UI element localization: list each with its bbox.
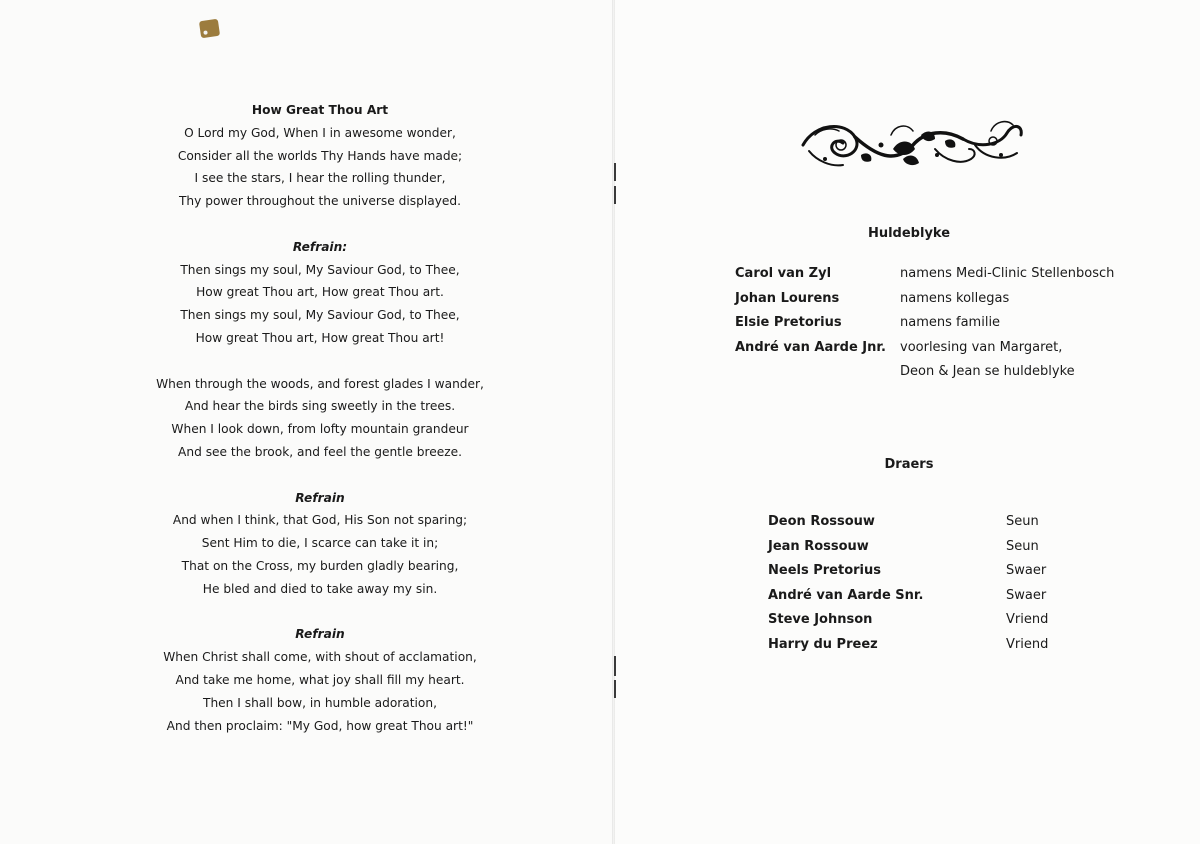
list-item bbox=[768, 608, 1048, 633]
bearer-relation: Swaer bbox=[1006, 563, 1047, 578]
bearers-list bbox=[768, 510, 1048, 657]
list-item bbox=[768, 510, 1048, 535]
bearer-relation: Swaer bbox=[1006, 587, 1047, 603]
tribute-desc: Deon & Jean se huldeblyke bbox=[900, 364, 1075, 380]
bearers-heading: Draers bbox=[884, 457, 934, 472]
tributes-list bbox=[735, 262, 1114, 385]
lyric-line: And then proclaim: "My God, how great Thou art!" bbox=[166, 718, 474, 733]
page-fold bbox=[612, 0, 615, 844]
lyric-line: When through the woods, and forest glades I wander, bbox=[156, 376, 484, 391]
lyric-line: How great Thou art, How great Thou art! bbox=[195, 330, 445, 345]
bearer-name: Neels Pretorius bbox=[768, 563, 881, 578]
lyric-line: I see the stars, I hear the rolling thunder, bbox=[194, 171, 446, 186]
bearer-name: Harry du Preez bbox=[768, 636, 878, 652]
hymn-title: How Great Thou Art bbox=[251, 103, 389, 117]
bearer-name: Deon Rossouw bbox=[768, 514, 875, 529]
list-item bbox=[735, 262, 1114, 287]
staple-mark bbox=[614, 163, 616, 181]
tribute-name bbox=[735, 360, 900, 385]
bearer-name: André van Aarde Snr. bbox=[768, 587, 924, 603]
tribute-desc: namens Medi-Clinic Stellenbosch bbox=[900, 266, 1115, 281]
bearer-relation: Vriend bbox=[1006, 612, 1049, 627]
staple-mark bbox=[614, 680, 616, 698]
refrain-label: Refrain bbox=[295, 490, 345, 505]
lyric-line: He bled and died to take away my sin. bbox=[202, 581, 438, 596]
lyric-line: How great Thou art, How great Thou art. bbox=[196, 285, 444, 300]
tributes-heading: Huldeblyke bbox=[867, 226, 951, 241]
lyric-line: Consider all the worlds Thy Hands have made; bbox=[177, 148, 463, 163]
lyric-line: And see the brook, and feel the gentle breeze. bbox=[178, 444, 462, 459]
tribute-desc: namens kollegas bbox=[900, 290, 1010, 306]
lyric-line: When Christ shall come, with shout of acclamation, bbox=[163, 650, 477, 665]
hymn-lyrics bbox=[120, 99, 520, 737]
bearer-relation: Seun bbox=[1006, 538, 1039, 554]
lyric-line: Then sings my soul, My Saviour God, to Thee, bbox=[180, 262, 460, 277]
list-item bbox=[768, 559, 1048, 584]
list-item bbox=[735, 287, 1114, 312]
list-item bbox=[735, 311, 1114, 336]
lyric-line: O Lord my God, When I in awesome wonder, bbox=[184, 125, 456, 140]
bearer-relation: Vriend bbox=[1006, 636, 1049, 652]
lyric-line: Then sings my soul, My Saviour God, to Thee, bbox=[180, 308, 460, 323]
refrain-label: Refrain bbox=[295, 627, 345, 642]
tribute-name: Elsie Pretorius bbox=[735, 315, 842, 331]
bearer-relation: Seun bbox=[1006, 514, 1039, 529]
lyric-line: When I look down, from lofty mountain grandeur bbox=[171, 422, 469, 437]
list-item bbox=[768, 633, 1048, 658]
refrain-label: Refrain: bbox=[292, 239, 348, 254]
staple-mark bbox=[614, 186, 616, 204]
floral-swirl-ornament-icon bbox=[795, 115, 1027, 177]
lyric-line: And take me home, what joy shall fill my heart. bbox=[175, 672, 465, 687]
tribute-name: Johan Lourens bbox=[735, 290, 840, 306]
list-item bbox=[735, 336, 1114, 361]
lyric-line: And when I think, that God, His Son not sparing; bbox=[172, 513, 468, 528]
bearer-name: Steve Johnson bbox=[768, 612, 873, 627]
bearer-name: Jean Rossouw bbox=[768, 538, 869, 554]
lyric-line: Thy power throughout the universe displayed. bbox=[178, 194, 462, 209]
lyric-line: Then I shall bow, in humble adoration, bbox=[203, 695, 437, 710]
lyric-line: Sent Him to die, I scarce can take it in; bbox=[201, 536, 439, 551]
lyric-line: And hear the birds sing sweetly in the trees. bbox=[184, 399, 456, 414]
paper-speck bbox=[199, 19, 220, 38]
tribute-desc: namens familie bbox=[900, 315, 1001, 331]
tribute-name: André van Aarde Jnr. bbox=[735, 339, 886, 355]
staple-mark bbox=[614, 656, 616, 676]
lyric-line: That on the Cross, my burden gladly bearing, bbox=[181, 558, 459, 573]
list-item bbox=[735, 360, 1114, 385]
list-item bbox=[768, 584, 1048, 609]
tribute-desc: voorlesing van Margaret, bbox=[900, 339, 1063, 355]
list-item bbox=[768, 535, 1048, 560]
tribute-name: Carol van Zyl bbox=[735, 266, 832, 281]
